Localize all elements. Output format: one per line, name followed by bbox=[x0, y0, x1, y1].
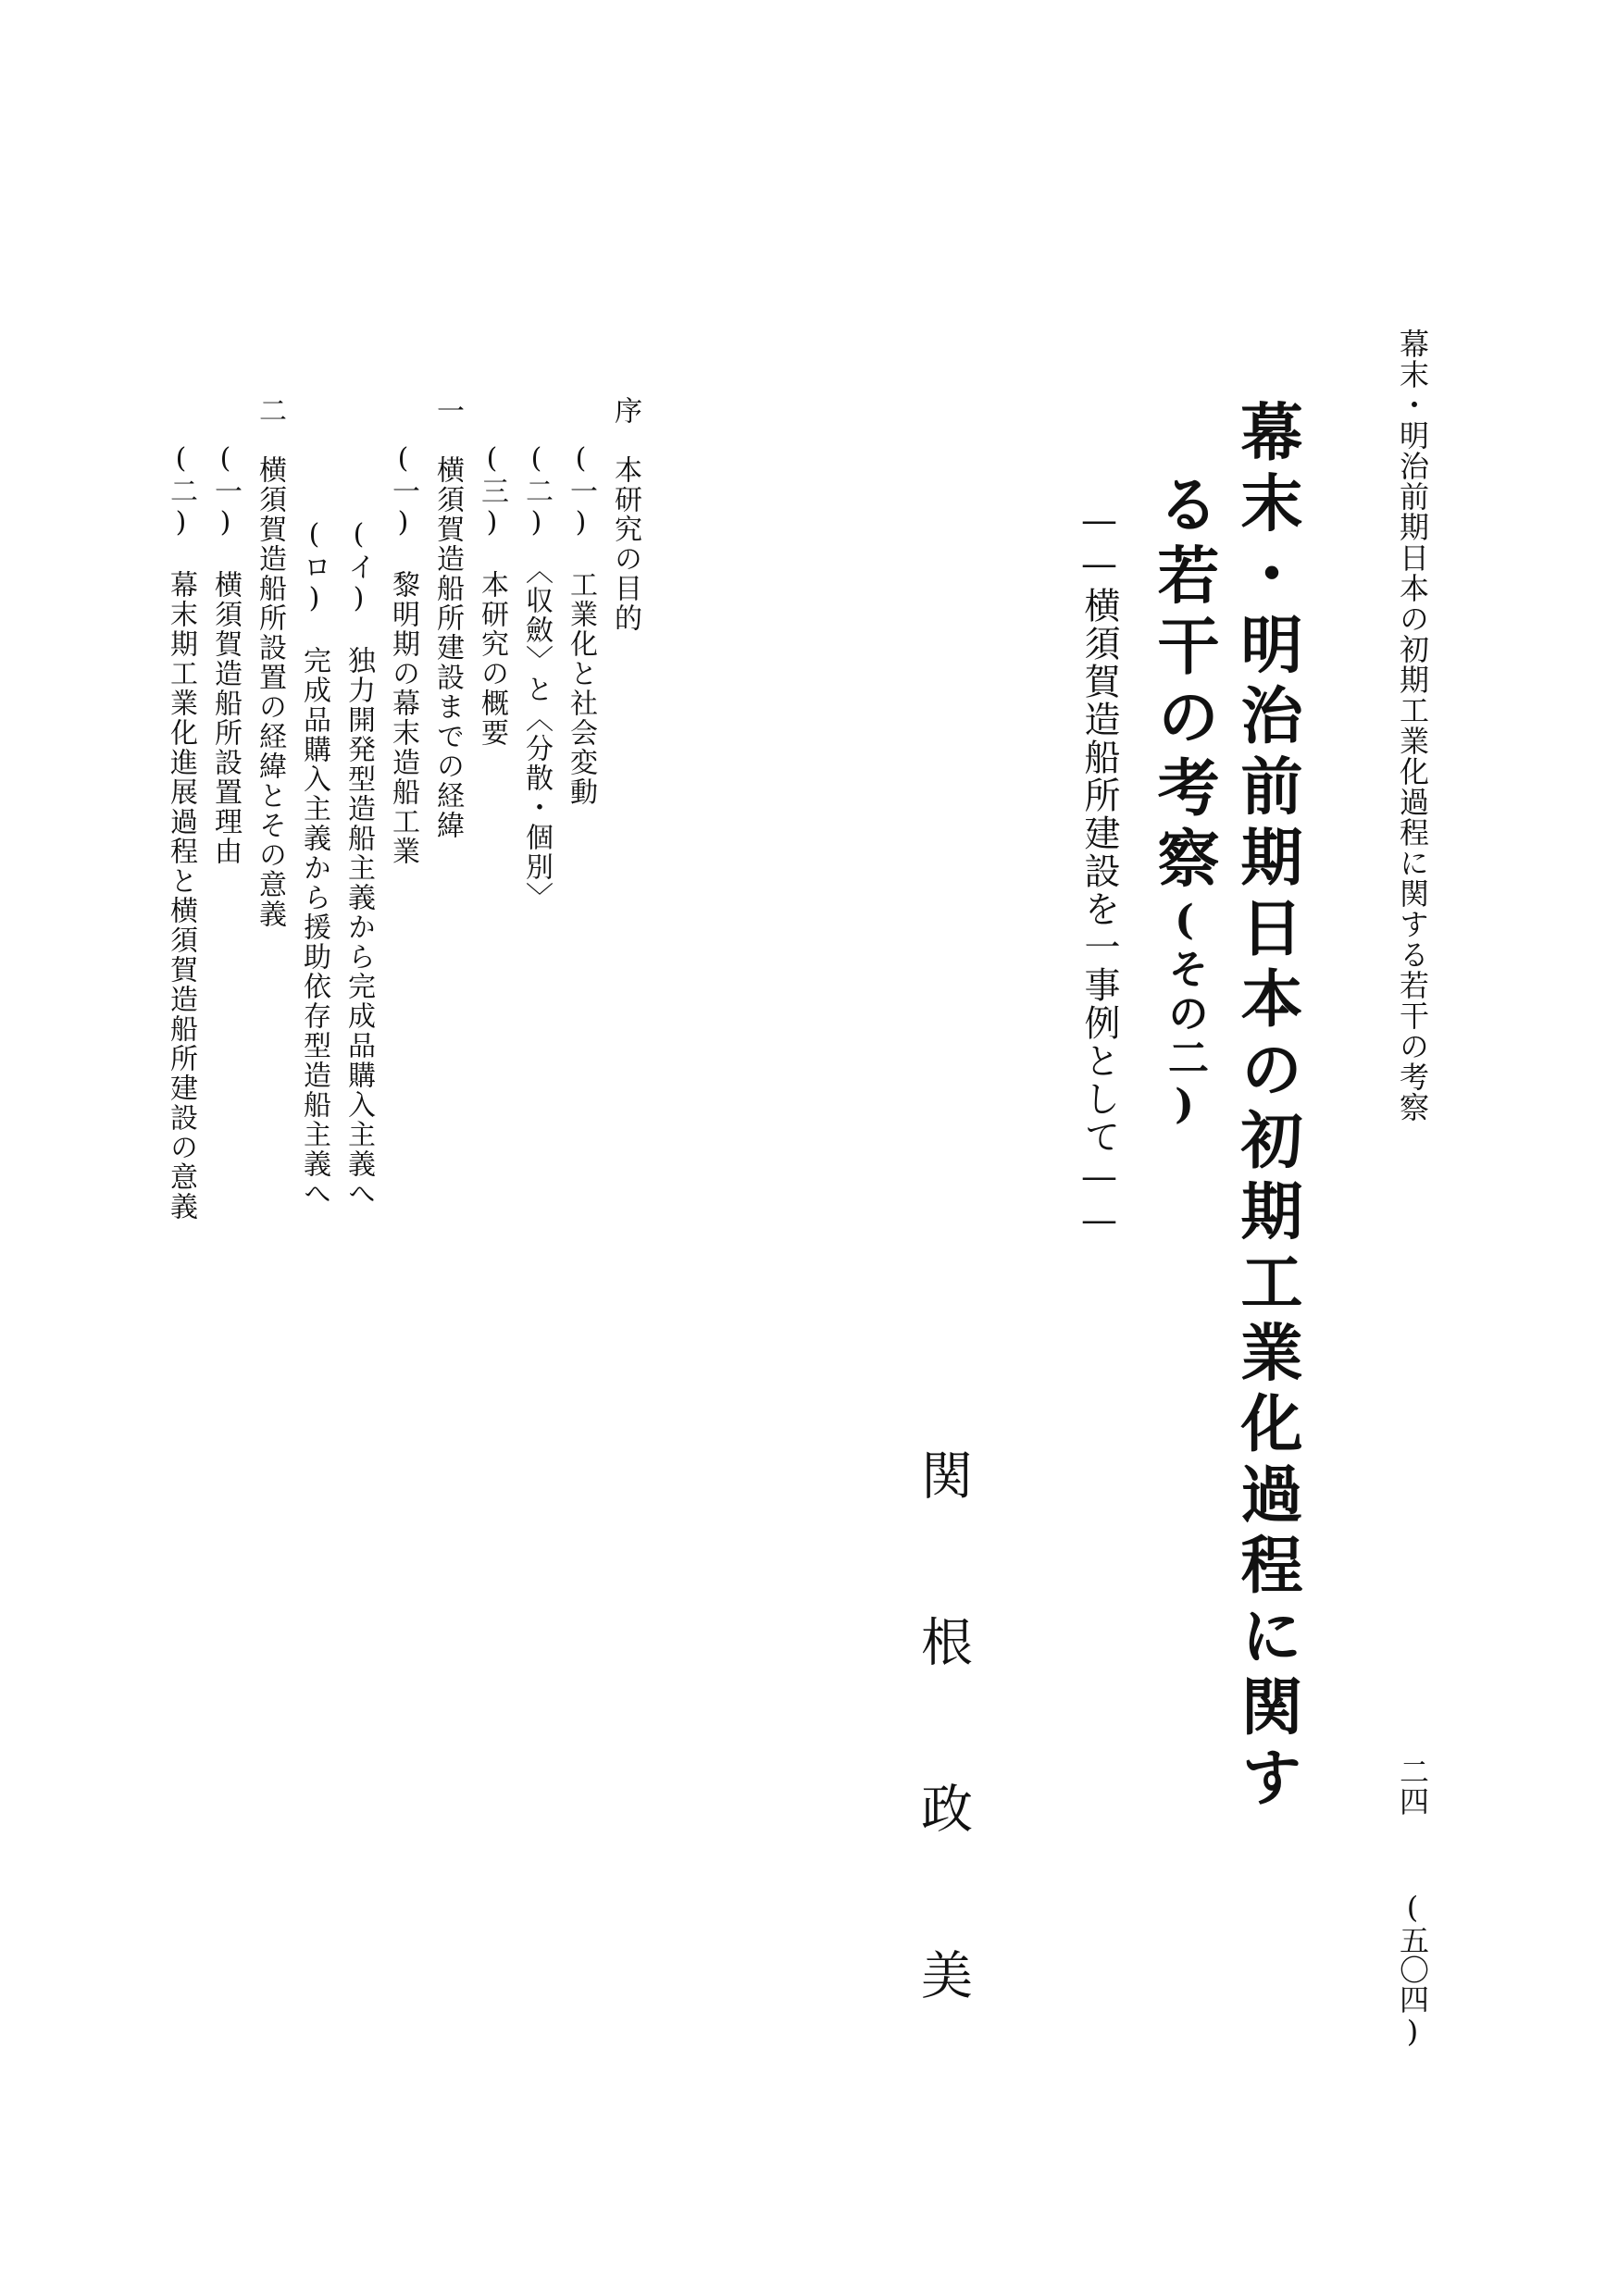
article-title-line-1: 幕末・明治前期日本の初期工業化過程に関す bbox=[1231, 400, 1304, 1816]
toc-item-chapter-2-2: (二) 幕末期工業化進展過程と横須賀造船所建設の意義 bbox=[165, 442, 197, 1222]
toc-item-chapter-1: 一 横須賀造船所建設までの経緯 bbox=[431, 396, 464, 840]
toc-item-intro-1: (一) 工業化と社会変動 bbox=[565, 442, 597, 807]
running-head: 幕末・明治前期日本の初期工業化過程に関する若干の考察 bbox=[1395, 329, 1430, 1123]
toc-item-chapter-1-1: (一) 黎明期の幕末造船工業 bbox=[387, 442, 419, 866]
toc-item-chapter-2-1: (一) 横須賀造船所設置理由 bbox=[209, 442, 242, 866]
article-title-part-number: (その二) bbox=[1161, 897, 1208, 1132]
toc-item-intro-3: (三) 本研究の概要 bbox=[476, 442, 508, 748]
article-title-line-2 bbox=[1148, 472, 1221, 1132]
toc-item-chapter-1-1-b: (ロ) 完成品購入主義から援助依存型造船主義へ bbox=[298, 518, 330, 1209]
toc-item-chapter-1-1-a: (イ) 独力開発型造船主義から完成品購入主義へ bbox=[342, 518, 375, 1209]
page-number-parenthetical: (五〇四) bbox=[1395, 1890, 1430, 2049]
article-title-line-2-text: る若干の考察 bbox=[1148, 472, 1221, 897]
toc-item-intro: 序 本研究の目的 bbox=[609, 396, 641, 633]
toc-item-intro-2: (二) 〈収斂〉と〈分散・個別〉 bbox=[520, 442, 553, 912]
page-number: 二四 bbox=[1395, 1756, 1430, 1816]
author-name: 関根政美 bbox=[913, 1448, 973, 2115]
article-subtitle: ——横須賀造船所建設を一事例として—— bbox=[1078, 500, 1120, 1243]
toc-item-chapter-2: 二 横須賀造船所設置の経緯とその意義 bbox=[254, 396, 286, 929]
